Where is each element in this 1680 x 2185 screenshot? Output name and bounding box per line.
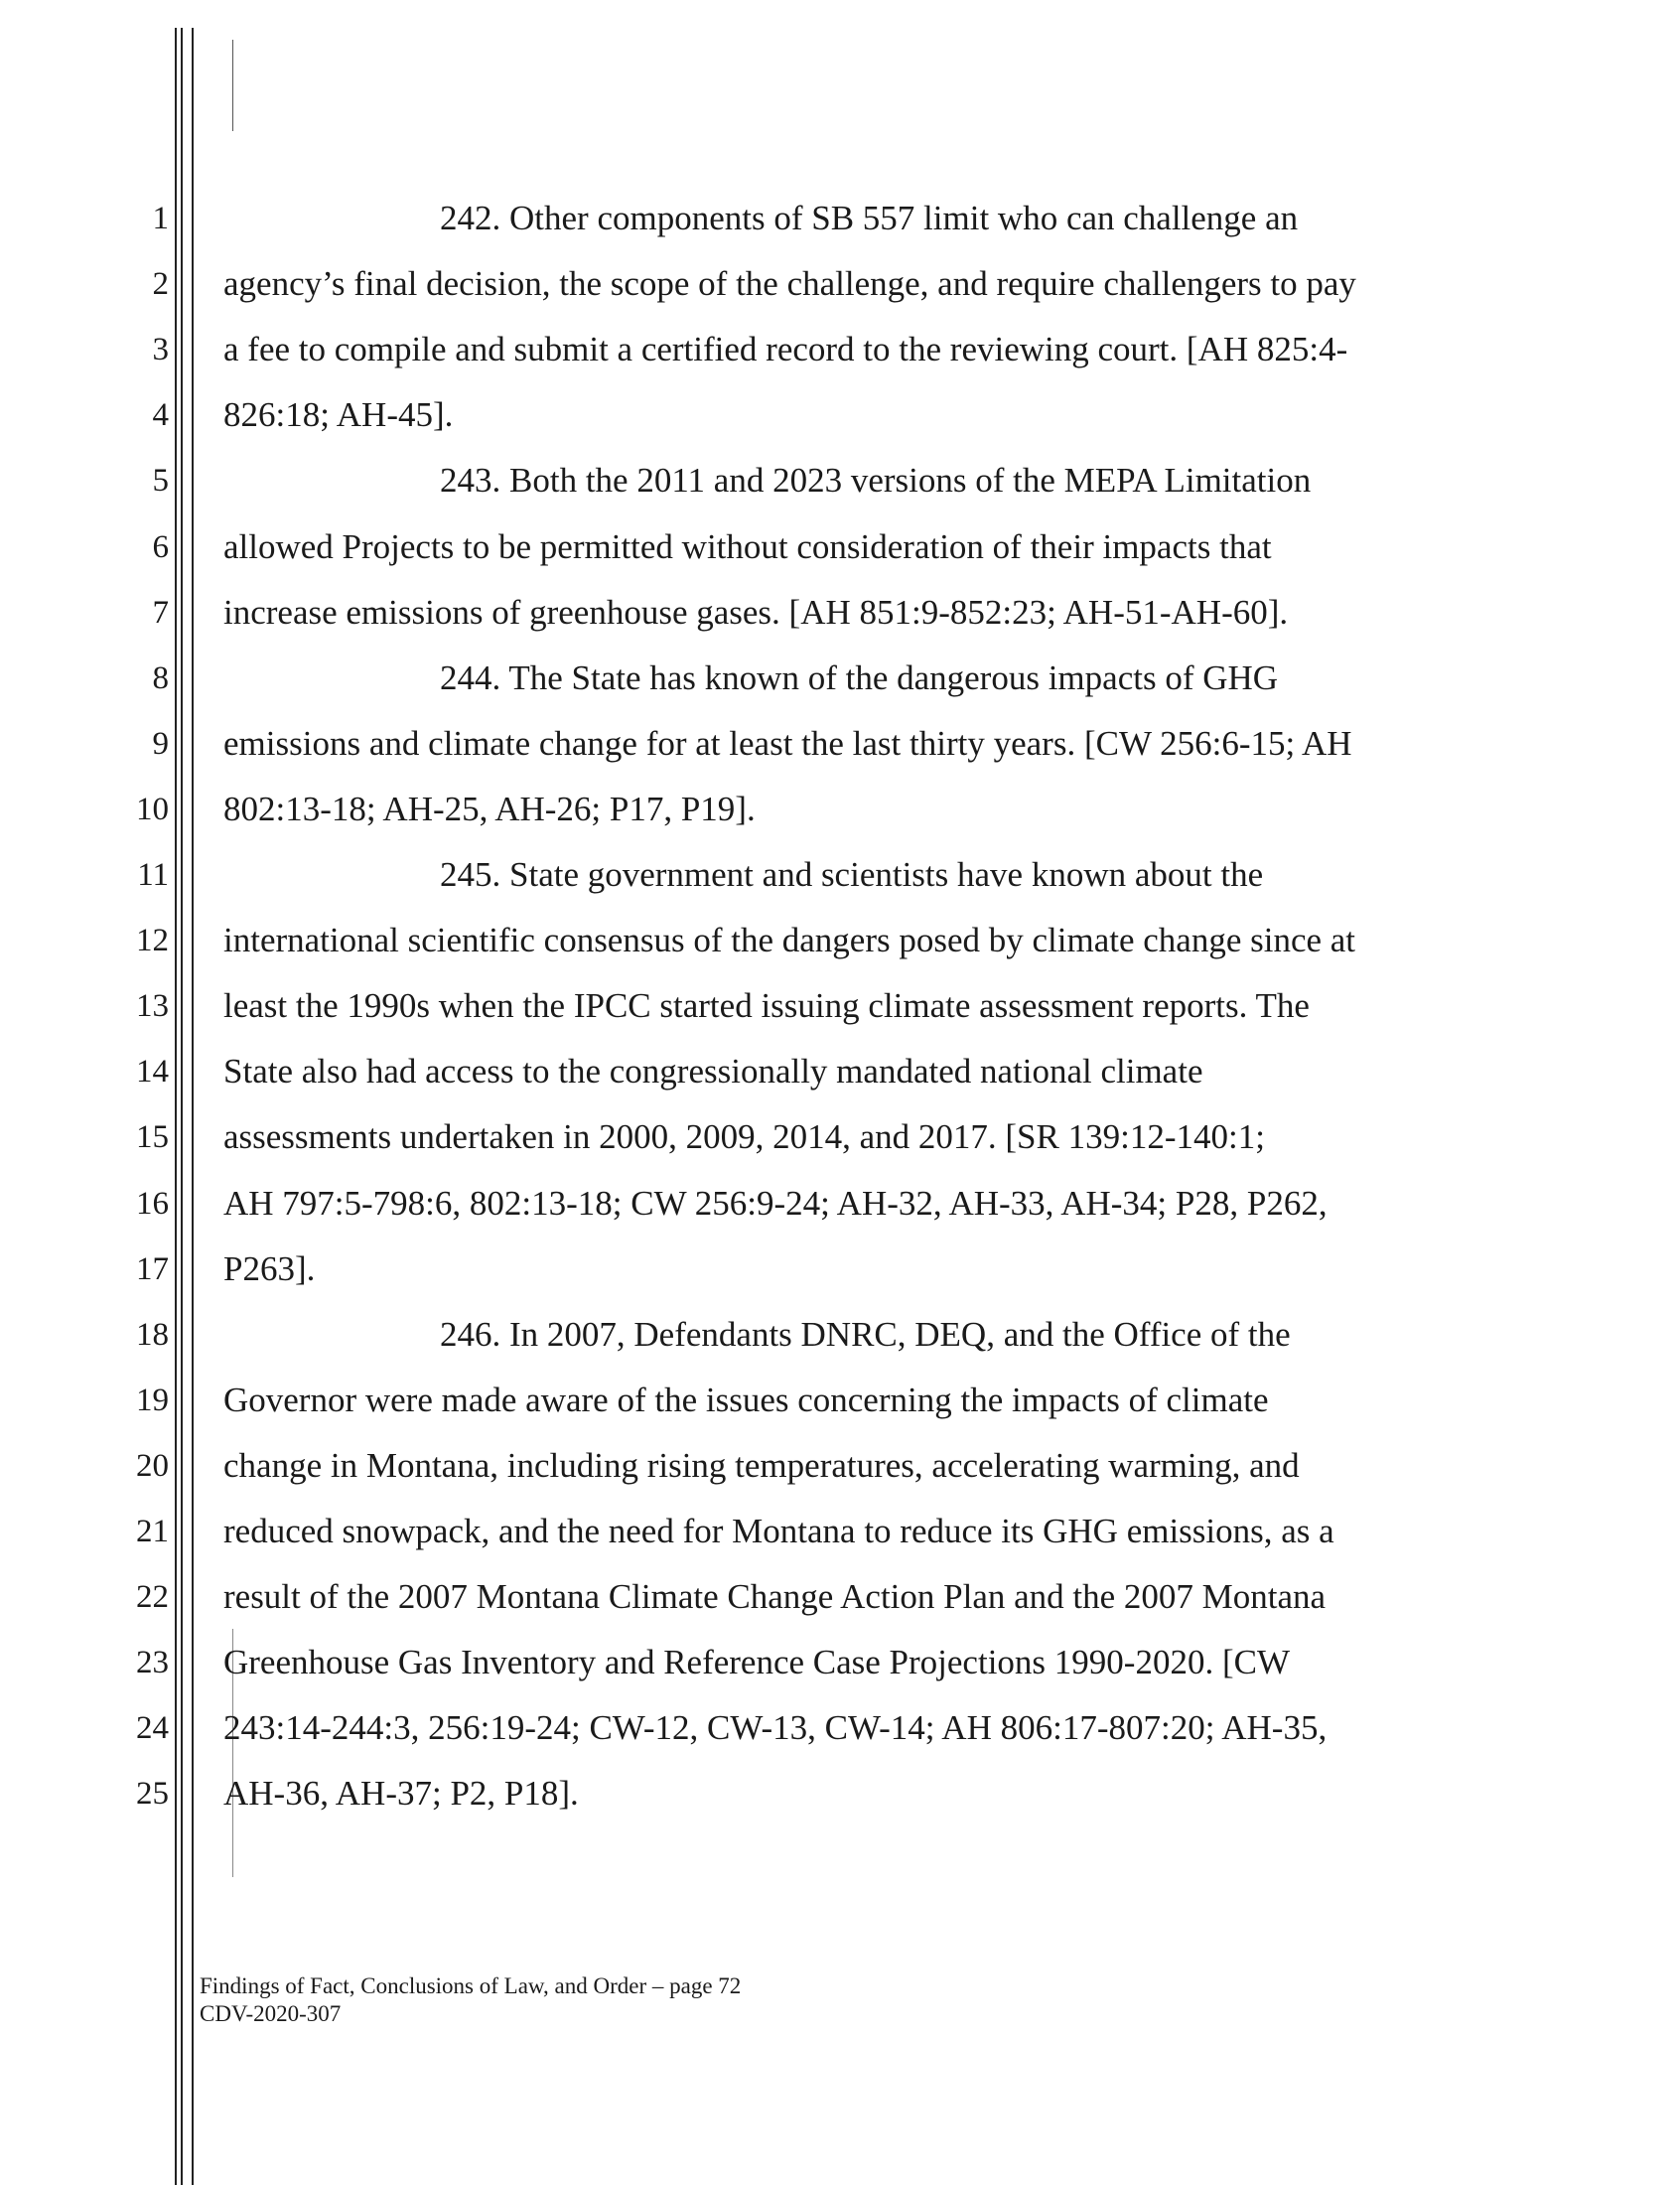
left-margin-rule [181, 28, 183, 2185]
line-number: 19 [136, 1382, 169, 1418]
text-line: assessments undertaken in 2000, 2009, 2014, and 2017. [SR 139:12-140:1; [223, 1117, 1265, 1157]
line-number: 18 [136, 1316, 169, 1353]
text-line: 802:13-18; AH-25, AH-26; P17, P19]. [223, 789, 756, 828]
line-number: 5 [152, 463, 169, 500]
line-number: 21 [136, 1514, 169, 1549]
line-number: 25 [136, 1776, 169, 1813]
text-line: change in Montana, including rising temperatures, accelerating warming, and [223, 1445, 1300, 1485]
text-line: international scientific consensus of the dangers posed by climate change since at [223, 921, 1356, 960]
paragraph-first-line: 245. State government and scientists have known about the [440, 855, 1264, 894]
line-number: 23 [136, 1645, 169, 1681]
text-line: AH 797:5-798:6, 802:13-18; CW 256:9-24; AH-32, AH-33, AH-34; P28, P262, [223, 1183, 1328, 1223]
text-line: Greenhouse Gas Inventory and Reference Case Projections 1990-2020. [CW [223, 1643, 1290, 1682]
line-number: 1 [152, 201, 169, 236]
text-line: least the 1990s when the IPCC started issuing climate assessment reports. The [223, 986, 1310, 1026]
line-number: 22 [136, 1579, 169, 1616]
line-number: 4 [152, 397, 169, 434]
line-number: 14 [136, 1054, 169, 1091]
line-number: 8 [152, 659, 169, 696]
text-line: 243:14-244:3, 256:19-24; CW-12, CW-13, CW-14; AH 806:17-807:20; AH-35, [223, 1708, 1328, 1748]
line-number: 6 [152, 528, 169, 565]
paragraph-first-line: 242. Other components of SB 557 limit who can challenge an [440, 199, 1299, 237]
line-number: 11 [137, 857, 169, 893]
line-number: 24 [136, 1710, 169, 1747]
line-number: 3 [152, 332, 169, 368]
left-margin-rule [192, 28, 194, 2185]
text-line: State also had access to the congressionally mandated national climate [223, 1052, 1203, 1092]
text-line: agency’s final decision, the scope of the challenge, and require challengers to pay [223, 264, 1356, 304]
footer-title: Findings of Fact, Conclusions of Law, and Order – page 72 [200, 1973, 742, 1998]
text-line: 826:18; AH-45]. [223, 395, 454, 435]
text-line: allowed Projects to be permitted without consideration of their impacts that [223, 526, 1272, 566]
line-number: 16 [136, 1185, 169, 1222]
text-line: Governor were made aware of the issues concerning the impacts of climate [223, 1380, 1269, 1419]
line-number: 10 [136, 791, 169, 827]
text-line: reduced snowpack, and the need for Montana to reduce its GHG emissions, as a [223, 1512, 1334, 1550]
page-footer [200, 1972, 741, 2028]
text-line: emissions and climate change for at least the last thirty years. [CW 256:6-15; AH [223, 723, 1352, 763]
line-number: 7 [152, 594, 169, 631]
line-number: 15 [136, 1119, 169, 1156]
footer-case-number: CDV-2020-307 [200, 2001, 342, 2026]
text-line: result of the 2007 Montana Climate Change Action Plan and the 2007 Montana [223, 1577, 1327, 1617]
scan-artifact-line [232, 40, 233, 131]
paragraph-first-line: 244. The State has known of the dangerous impacts of GHG [440, 657, 1279, 697]
paragraph-first-line: 246. In 2007, Defendants DNRC, DEQ, and the Office of the [440, 1314, 1291, 1354]
text-line: a fee to compile and submit a certified record to the reviewing court. [AH 825:4- [223, 330, 1348, 369]
line-number: 2 [152, 266, 169, 303]
text-line: P263]. [223, 1248, 316, 1288]
line-number: 20 [136, 1447, 169, 1484]
paragraph-first-line: 243. Both the 2011 and 2023 versions of the MEPA Limitation [440, 461, 1312, 501]
left-margin-rule [175, 28, 177, 2185]
text-line: increase emissions of greenhouse gases. [AH 851:9-852:23; AH-51-AH-60]. [223, 592, 1289, 632]
line-number: 17 [136, 1250, 169, 1287]
line-number: 12 [136, 923, 169, 959]
text-line: AH-36, AH-37; P2, P18]. [223, 1774, 579, 1814]
line-number: 9 [152, 725, 169, 762]
line-number: 13 [136, 988, 169, 1025]
